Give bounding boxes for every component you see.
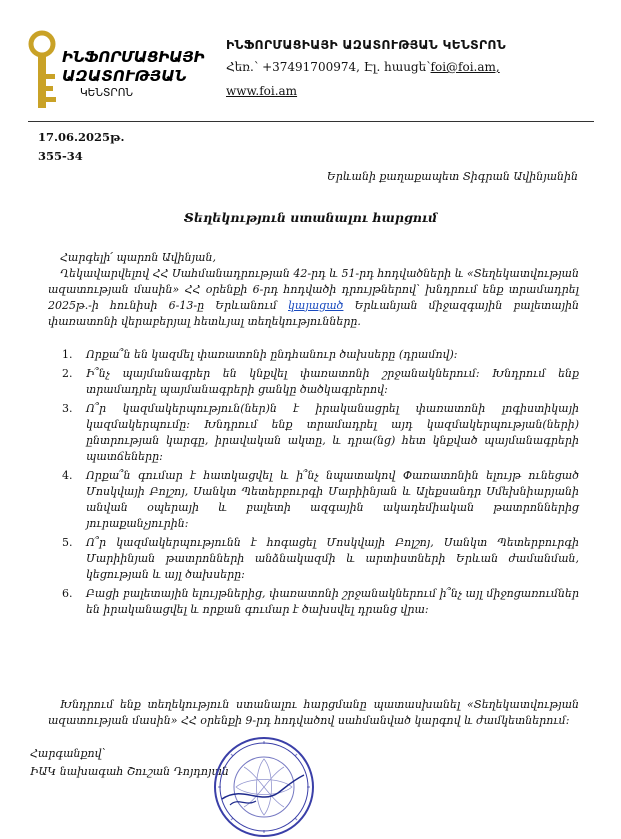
list-item-number: 5. xyxy=(62,536,73,549)
list-item xyxy=(62,535,579,583)
signer-name: ԻԱԿ նախագահ Շուշան Դոյդոյան xyxy=(30,765,229,778)
list-item xyxy=(62,468,579,532)
email-label: Էլ. հասցե՝ xyxy=(363,60,431,74)
intro-link[interactable]: կայացած xyxy=(288,299,344,312)
closing-paragraph: Խնդրում ենք տեղեկություն ստանալու հարցմանը պատասխանել «Տեղեկատվության ազատության մասին» ՀՀ օրենքի 9-րդ հոդվածով սահմանված կարգով և ժամկետներում: xyxy=(48,698,579,727)
letter-date: 17.06.2025թ. xyxy=(38,130,125,144)
list-item-text: Ո՞ր կազմակերպություն(ներ)ն է իրականացրել փառատոնի լոգիստիկայի կազմակերպումը: Խնդրում ենք տրամադրել այդ կազմակերպության(ների) ընտրության կարգը, իրավական ակտը, և դրա(նց) հետ կնքված պայմանագրերի պատճեները: xyxy=(86,402,579,463)
list-item xyxy=(62,347,579,363)
email-link[interactable]: foi@foi.am, xyxy=(430,60,500,74)
logo-text-line2: ԱԶԱՏՈՒԹՅԱՆ xyxy=(62,67,187,85)
list-item-text: Որքա՞ն գումար է հատկացվել և ի՞նչ նպատակով Փառատոնին ելույթ ունեցած Մոսկվայի Բոլշոյ, Սանկտ Պետերբուրգի Մարիինյան և Ալեքսանդր Սմեխնիարյանի անվան օպերայի և բալետի ազգային ակադեմիական թատրոններից յուրաքանչյուրին: xyxy=(86,469,579,530)
website-link[interactable]: www.foi.am xyxy=(226,84,298,98)
list-item-number: 6. xyxy=(62,587,73,600)
list-item-number: 2. xyxy=(62,367,73,380)
list-item-number: 3. xyxy=(62,402,73,415)
phone-number: +37491700974, xyxy=(262,60,360,74)
list-item-text: Ի՞նչ պայմանագրեր են կնքվել փառատոնի շրջանակներում: Խնդրում ենք տրամադրել պայմանագրերի ցանկը ծածկագրերով: xyxy=(86,367,579,396)
stamp-seal xyxy=(212,735,316,839)
phone-label: Հեռ.՝ xyxy=(226,60,259,74)
reference-number: 355-34 xyxy=(38,149,83,163)
list-item xyxy=(62,401,579,465)
website-line xyxy=(226,84,297,98)
intro-paragraph xyxy=(48,266,579,330)
list-item-text: Որքա՞ն են կազմել փառատոնի ընդհանուր ծախսերը (դրամով): xyxy=(86,348,458,361)
logo-text-line1: ԻՆՖՈՐՄԱՑԻԱՅԻ xyxy=(62,48,205,66)
letter-subject: Տեղեկություն ստանալու հարցում xyxy=(183,210,438,225)
intro-text-before: Ղեկավարվելով ՀՀ Սահմանադրության 42-րդ և 51-րդ հոդվածների և «Տեղեկատվության ազատության մասին» ՀՀ օրենքի 6-րդ հոդվածի դրույթներով՝ խնդրում ենք տրամադրել 2025թ.-ի հունիսի 6-13-ը Երևանում xyxy=(48,267,579,312)
list-item-text: Բացի բալետային ելույթներից, փառատոնի շրջանակներում ի՞նչ այլ միջոցառումներ են իրականացվել և որքան գումար է ծախսվել դրանց վրա: xyxy=(86,587,579,616)
letter-body xyxy=(48,250,579,330)
list-item xyxy=(62,586,579,618)
regards: Հարգանքով՝ xyxy=(30,747,106,760)
header-divider xyxy=(28,121,594,122)
list-item xyxy=(62,366,579,398)
list-item-text: Ո՞ր կազմակերպությունն է հոգացել Մոսկվայի Բոլշոյ, Սանկտ Պետերբուրգի Մարիինյան թատրոնների անձնակազմի և արտիստների Երևան ժամանման, կեցության և այլ ծախսերը: xyxy=(86,536,579,581)
salutation: Հարգելի՛ պարոն Ավինյան, xyxy=(60,251,216,264)
recipient: Երևանի քաղաքապետ Տիգրան Ավինյանին xyxy=(326,170,578,183)
list-item-number: 1. xyxy=(62,348,73,361)
logo-text-line3: ԿԵՆՏՐՈՆ xyxy=(80,87,134,99)
list-item-number: 4. xyxy=(62,469,73,482)
contact-line xyxy=(226,60,500,74)
questions-list xyxy=(62,347,579,621)
organization-name: ԻՆՖՈՐՄԱՑԻԱՅԻ ԱԶԱՏՈՒԹՅԱՆ ԿԵՆՏՐՈՆ xyxy=(226,37,506,52)
intro-text-after: Երևանյան միջազգային բալետային փառատոնի վերաբերյալ հետևյալ տեղեկությունները. xyxy=(48,299,580,328)
